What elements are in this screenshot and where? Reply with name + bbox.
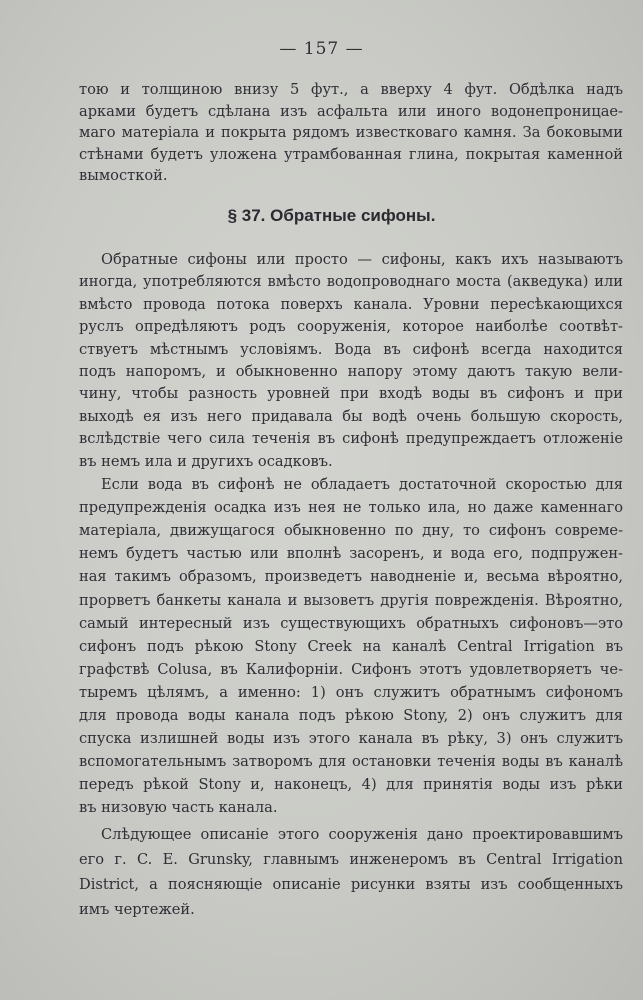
text-line: матеріала, движущагося обыкновенно по дну, то сифонъ совреме- (79, 522, 623, 540)
text-line: чину, чтобы разность уровней при входѣ воды въ сифонъ и при (79, 385, 623, 403)
text-line: выходѣ ея изъ него придавала бы водѣ очень большую скорость, (79, 407, 623, 425)
text-line: передъ рѣкой Stony и, наконецъ, 4) для принятія воды изъ рѣки (79, 776, 623, 794)
text-line: Обратные сифоны или просто — сифоны, какъ ихъ называютъ (101, 251, 623, 268)
text-line: маго матеріала и покрыта рядомъ известковаго камня. За боковыми (79, 124, 623, 141)
text-line: вымосткой. (79, 167, 168, 184)
text-line: прорветъ банкеты канала и вызоветъ другія поврежденія. Вѣроятно, (79, 591, 623, 609)
text-line: Если вода въ сифонѣ не обладаетъ достаточной скоростью для (101, 476, 623, 493)
text-line: графствѣ Colusa, въ Калифорніи. Сифонъ этотъ удовлетворяетъ че- (79, 660, 623, 678)
text-line: сифонъ подъ рѣкою Stony Creek на каналѣ Central Irrigation въ (79, 637, 623, 655)
text-line: ная такимъ образомъ, произведетъ наводненіе и, весьма вѣроятно, (79, 568, 623, 586)
text-line: District, а поясняющіе описаніе рисунки взяты изъ сообщенныхъ (79, 876, 623, 893)
text-line: вслѣдствіе чего сила теченія въ сифонѣ предупреждаетъ отложеніе (79, 430, 623, 448)
text-line: въ низовую часть канала. (79, 799, 278, 817)
text-line: самый интересный изъ существующихъ обратныхъ сифоновъ—это (79, 614, 623, 632)
text-line: подъ напоромъ, и обыкновенно напору этому даютъ такую вели- (79, 363, 623, 380)
text-line: предупрежденія осадка изъ нея не только ила, но даже каменнаго (79, 499, 623, 517)
text-line: руслъ опредѣляютъ родъ сооруженія, которое наиболѣе соотвѣт- (79, 318, 623, 336)
section-heading: § 37. Обратные сифоны. (227, 206, 436, 225)
text-line: спуска излишней воды изъ этого канала въ рѣку, 3) онъ служитъ (79, 730, 623, 748)
text-line: тыремъ цѣлямъ, а именно: 1) онъ служитъ обратнымъ сифономъ (79, 683, 623, 701)
text-line: тою и толщиною внизу 5 фут., а вверху 4 фут. Обдѣлка надъ (79, 81, 623, 98)
text-line: вмѣсто провода потока поверхъ канала. Уровни пересѣкающихся (79, 295, 623, 313)
text-line: вспомогательнымъ затворомъ для остановки теченія воды въ каналѣ (79, 753, 623, 771)
text-line: въ немъ ила и другихъ осадковъ. (79, 452, 333, 470)
page-number: — 157 — (279, 39, 364, 59)
text-line: имъ чертежей. (79, 901, 195, 918)
text-line: арками будетъ сдѣлана изъ асфальта или иного водонепроницае- (79, 102, 623, 120)
text-line: его г. C. E. Grunsky, главнымъ инженеромъ въ Central Irrigation (79, 851, 623, 868)
text-line: Слѣдующее описаніе этого сооруженія дано проектировавшимъ (101, 826, 623, 843)
text-line: ствуетъ мѣстнымъ условіямъ. Вода въ сифонѣ всегда находится (79, 340, 623, 358)
text-line: немъ будетъ частью или вполнѣ засоренъ, и вода его, подпружен- (79, 545, 623, 563)
text-line: стѣнами будетъ уложена утрамбованная глина, покрытая каменной (79, 145, 623, 163)
text-line: для провода воды канала подъ рѣкою Stony, 2) онъ служитъ для (79, 707, 623, 724)
text-line: иногда, употребляются вмѣсто водопроводнаго моста (акведука) или (79, 273, 623, 291)
